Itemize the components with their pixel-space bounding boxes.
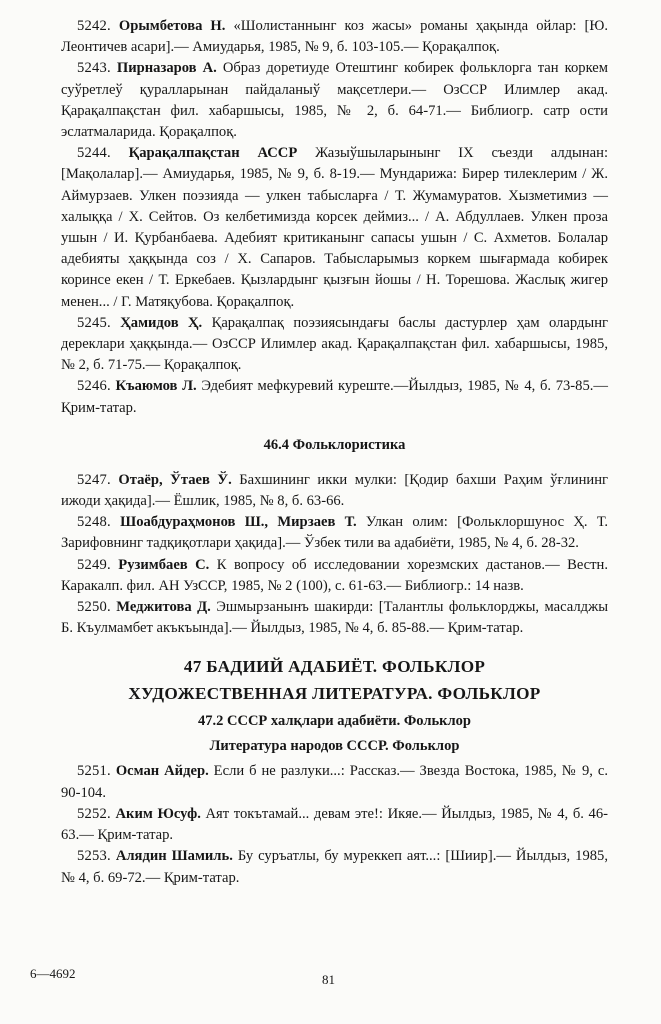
entry-author: Къаюмов Л. (115, 378, 197, 395)
entry-number: 5253. (77, 848, 111, 865)
entry-author: Меджитова Д. (116, 599, 211, 616)
entry-text: Бу суръатлы, бу муреккеп аят...: [Шиир].— Йылдыз, 1985, № 4, б. 69-72.— Қрим-татар. (61, 848, 609, 886)
bibliography-entry (61, 555, 608, 597)
bibliography-entry (61, 846, 608, 888)
entries-group-c (61, 761, 608, 888)
entry-author: Шоабдураҳмонов Ш., Мирзаев Т. (120, 514, 357, 531)
entry-text: Если б не разлуки...: Рассказ.— Звезда Востока, 1985, № 9, с. 90-104. (61, 763, 608, 801)
bibliography-entry (61, 761, 608, 803)
entry-author: Рузимбаев С. (118, 556, 210, 573)
bibliography-entry (61, 804, 608, 846)
entry-author: Ҳамидов Ҳ. (120, 314, 203, 331)
entry-text: Улкан олим: [Фольклоршунос Ҳ. Т. Зарифовнинг тадқиқотлари ҳақида].— Ўзбек тили ва адабиёти, 1985, № 4, б. 28-32. (61, 514, 608, 552)
bibliography-entry (61, 512, 608, 554)
entry-number: 5250. (77, 599, 111, 616)
chapter-heading-ru: ХУДОЖЕСТВЕННАЯ ЛИТЕРАТУРА. ФОЛЬКЛОР (128, 684, 541, 704)
chapter-heading-uz: 47 БАДИИЙ АДАБИЁТ. ФОЛЬКЛОР (183, 657, 486, 677)
entry-number: 5248. (77, 514, 111, 531)
entries-group-b (61, 470, 608, 640)
printer-signature: 6—4692 (30, 966, 76, 981)
entry-text: Бахшининг икки мулки: [Қодир бахши Раҳим ўғлининг ижоди ҳақида].— Ёшлик, 1985, № 8, б. 63-66. (61, 471, 608, 510)
entry-author: Қарақалпақстан АССР (128, 145, 298, 162)
bibliography-entry (61, 313, 608, 377)
entry-number: 5251. (77, 763, 111, 780)
entry-author: Алядин Шамиль. (115, 848, 233, 865)
entry-number: 5245. (77, 314, 111, 331)
entries-group-a (61, 16, 608, 419)
entry-number: 5244. (77, 145, 111, 162)
section-heading-folkloristics: 46.4 Фольклористика (263, 436, 406, 453)
entry-number: 5247. (77, 471, 111, 488)
bibliography-entry (61, 16, 608, 58)
entry-author: Пирназаров А. (116, 60, 217, 77)
entry-author: Аким Юсуф. (115, 805, 201, 822)
bibliography-entry (61, 470, 608, 512)
page (61, 16, 608, 889)
bibliography-entry (61, 143, 608, 313)
entry-number: 5243. (77, 60, 111, 77)
entry-text: Образ доретиуде Отештинг кобирек фольклорга тан коркем суўретлеў қуралларынан пайдаланыў мақсетлери.— ОзССР Илимлер акад. Қарақалпақстан фил. хабаршысы, 1985, № 2, б. 64-71.— Библиогр. сатр ости эслатмаларида. Қорақалпоқ. (61, 60, 609, 141)
subsection-heading-uz: 47.2 СССР халқлари адабиёти. Фольклор (198, 713, 471, 730)
entry-number: 5252. (77, 805, 111, 822)
entry-number: 5246. (77, 378, 111, 395)
entry-number: 5242. (77, 18, 111, 34)
entry-number: 5249. (77, 556, 111, 573)
entry-text: Жазыўшыларынынг IX съезди алдынан: [Мақолалар].— Амиударья, 1985, № 9, б. 8-19.— Мундарижа: Бирер тилеклерим / Ж. Аймурзаев. Улкен поэзияда — улкен табысларға / Т. Жумамуратов. Хызметимиз — халыққа / Х. Сейтов. Оз келбетимизда корсек деймиз... / А. Абдуллаев. Улкен проза ушын / И. Қурбанбаева. Адебият критиканынг сапасы ушын / С. Ахметов. Болалар адебияты ҳаққында соз / Х. Сапаров. Табысларымыз коркем шығармада кобирек коринсе екен / Т. Еркебаев. Қызлардынг қызғын йошы / Н. Торешова. Жаслық жигер менен... / Г. Матяқубова. Қорақалпоқ. (61, 145, 608, 310)
entry-text: «Шолистаннынг коз жасы» романы ҳақында ойлар: [Ю. Леонтичев асари].— Амиударья, 1985, № 9, б. 103-105.— Қорақалпоқ. (61, 18, 608, 56)
entry-author: Осман Айдер. (115, 763, 209, 780)
subsection-heading-ru: Литература народов СССР. Фольклор (209, 738, 460, 755)
entry-text: Эдебият мефкуревий куреште.—Йылдыз, 1985, № 4, б. 73-85.— Қрим-татар. (61, 378, 608, 416)
page-number: 81 (322, 972, 335, 987)
entry-text: Эшмырзанынъ шакирди: [Талантлы фольклорджы, масалджы Б. Къулмамбет акъкъында].— Йылдыз, 1985, № 4, б. 85-88.— Қрим-татар. (61, 599, 608, 637)
entry-text: Қарақалпақ поэзиясындағы баслы дастурлер ҳам олардынг дереклари ҳаққында.— ОзССР Илимлер акад. Қарақалпақстан фил. хабаршысы, 1985, № 2, б. 71-75.— Қорақалпоқ. (61, 314, 608, 374)
entry-text: Аят токътамай... девам эте!: Икяе.— Йылдыз, 1985, № 4, б. 46-63.— Қрим-татар. (61, 805, 608, 844)
entry-author: Орымбетова Н. (118, 18, 226, 34)
entry-text: К вопросу об исследовании хорезмских дастанов.— Вестн. Каракалп. фил. АН УзССР, 1985, № 2 (100), с. 61-63.— Библиогр.: 14 назв. (61, 556, 608, 594)
entry-author: Отаёр, Ўтаев Ў. (118, 471, 232, 488)
bibliography-entry (61, 58, 608, 143)
bibliography-entry (61, 597, 608, 639)
bibliography-entry (61, 376, 608, 418)
